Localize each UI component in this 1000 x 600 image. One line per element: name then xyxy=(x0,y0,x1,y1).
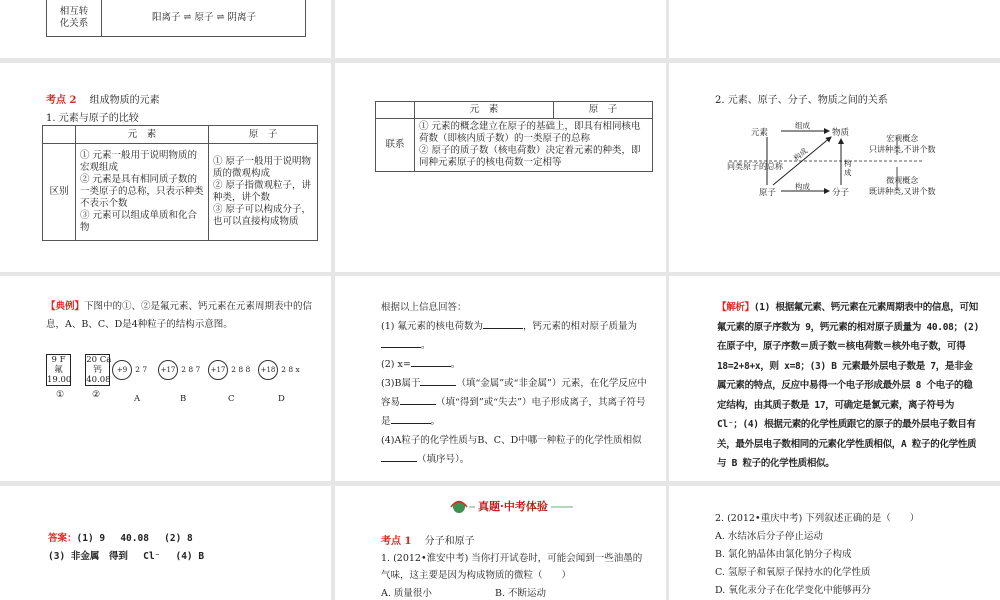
blank-6[interactable] xyxy=(391,423,431,424)
label-macro: 宏观概念 只讲种类,不讲个数 xyxy=(869,134,936,154)
label-diag: 构成 xyxy=(791,146,810,163)
label-element: 元素 xyxy=(751,128,769,138)
slide-example xyxy=(0,276,331,481)
option-D[interactable]: D. 氧化汞分子在化学变化中能够再分 xyxy=(715,585,871,596)
label-compose: 组成 xyxy=(795,121,810,130)
slide-2-blank xyxy=(335,0,666,58)
sub-title: 1. 元素与原子的比较 xyxy=(46,113,139,124)
label-same-atoms: 同类原子的总称 xyxy=(727,162,783,171)
blank-7[interactable] xyxy=(381,461,417,462)
slide-element-atom-compare xyxy=(0,63,331,272)
question-2-stem: 2. (2012•重庆中考) 下列叙述正确的是（ ） xyxy=(715,513,920,524)
question-2: (2) x= 。 xyxy=(381,359,461,370)
atom-A: +9 2 7 xyxy=(112,360,152,380)
question-1: 1. (2012•淮安中考) 当你打开试卷时，可能会闻到一些油墨的气味，这主要是因为构成物质的微粒（ ） xyxy=(381,553,643,581)
atom-C: +17 2 8 8 xyxy=(208,360,258,380)
element-column: ① 元素一般用于说明物质的宏观组成 ② 元素是具有相同质子数的一类原子的总称，只表示种类不表示个数 ③ 元素可以组成单质和化合物 xyxy=(76,144,209,241)
atom-B: +17 2 8 7 xyxy=(158,360,208,380)
label-constitute-bottom: 构成 xyxy=(795,182,810,191)
analysis-label: 【解析】 xyxy=(717,302,754,313)
slide-1 xyxy=(0,0,331,58)
slide-questions xyxy=(335,276,666,481)
questions xyxy=(381,298,653,469)
option-A[interactable]: A. 质量很小 xyxy=(381,588,432,599)
banner xyxy=(445,496,575,518)
kaodian-label: 考点 2 xyxy=(46,95,77,106)
tag-1: ① xyxy=(56,390,65,400)
kaodian-heading xyxy=(381,532,475,547)
header-element: 元 素 xyxy=(76,126,209,144)
relation-text: 阳离子 ⇌ 原子 ⇌ 阴离子 xyxy=(102,0,306,37)
kaodian-title: 组成物质的元素 xyxy=(89,95,160,106)
header-atom: 原 子 xyxy=(554,102,653,119)
analysis xyxy=(717,298,979,474)
atom-D-tag: D xyxy=(278,394,285,404)
slide-3-blank xyxy=(669,0,1000,58)
question-4: (4)A粒子的化学性质与B、C、D中哪一种粒子的化学性质相似（填序号）。 xyxy=(381,435,642,465)
option-B[interactable]: B. 不断运动 xyxy=(495,588,547,599)
relation-table xyxy=(46,0,306,37)
periodic-cells xyxy=(46,354,112,386)
concept-diagram xyxy=(669,63,1000,272)
compare-table xyxy=(42,125,318,241)
atom-A-tag: A xyxy=(134,394,141,404)
question-1: (1) 氟元素的核电荷数为 ，钙元素的相对原子质量为。 xyxy=(381,321,637,351)
example-body: 下图中的①、②是氟元素、钙元素在元素周期表中的信息，A、B、C、D是4种粒子的结构示意图。 xyxy=(46,301,313,330)
blank-3[interactable] xyxy=(411,366,451,367)
atom-B-tag: B xyxy=(180,394,187,404)
banner-text: 真题·中考体验 xyxy=(475,498,551,514)
blank-5[interactable] xyxy=(400,404,436,405)
diagram-title: 2. 元素、原子、分子、物质之间的关系 xyxy=(715,95,888,106)
atom-column: ① 原子一般用于说明物质的微观构成 ② 原子指微观粒子，讲种类，讲个数 ③ 原子可以构成分子，也可以直接构成物质 xyxy=(209,144,318,241)
example-text xyxy=(46,298,316,334)
row-label: 联系 xyxy=(376,119,415,172)
slide-question-2 xyxy=(669,486,1000,600)
cell-fluorine: 9 F 氟 19.00 xyxy=(47,355,72,385)
answer xyxy=(48,530,204,566)
answer-label: 答案： xyxy=(48,533,77,544)
relation-link-table xyxy=(375,101,653,172)
label-matter: 物质 xyxy=(832,128,850,138)
row-label: 相互转 化关系 xyxy=(47,0,102,37)
question-3: (3)B属于 （填“金属”或“非金属”）元素，在化学反应中容易 （填“得到”或“失去”）电子形成离子，其离子符号是 。 xyxy=(381,378,647,427)
question-2 xyxy=(715,510,919,600)
label-micro: 微观概念 既讲种类,又讲个数 xyxy=(869,176,936,196)
cell-calcium: 20 Ca 钙 40.08 xyxy=(86,355,112,385)
kaodian-label: 考点 1 xyxy=(381,536,412,547)
slide-answer xyxy=(0,486,331,600)
atom-C-tag: C xyxy=(228,394,235,404)
slide-exam xyxy=(335,486,666,600)
option-A[interactable]: A. 水结冰后分子停止运动 xyxy=(715,531,823,542)
label-molecule: 分子 xyxy=(832,188,850,198)
option-B[interactable]: B. 氯化钠晶体由氯化钠分子构成 xyxy=(715,549,852,560)
label-constitute-right: 构成 xyxy=(844,159,852,177)
intro: 根据以上信息回答： xyxy=(381,302,467,313)
tag-2: ② xyxy=(92,390,101,400)
slide-concept-diagram xyxy=(669,63,1000,272)
blank-1[interactable] xyxy=(483,328,523,329)
header-element: 元 素 xyxy=(415,102,554,119)
answer-line-2: (3) 非金属 得到 Cl⁻ (4) B xyxy=(48,551,205,562)
analysis-text: (1) 根据氟元素、钙元素在元素周期表中的信息，可知氟元素的原子序数为 9，钙元素的相对原子质量为 40.08；(2) 在原子中，原子序数＝质子数＝核电荷数＝核外电子数，可得 18=2+8+x，则 x=8；(3) B 元素最外层电子数是 7，是非金属元素的特点，反应中易得一个电子形成最外层 8 个电子的稳定结构，由其质子数是 17，可确定是氯元素，离子符号为 Cl⁻；(4) 根据元素的化学性质跟它的原子的最外层电子数目有关，最外层电子数相同的元素化学性质相似，A 粒子的化学性质与 B 粒子的化学性质相似。 xyxy=(717,302,980,469)
blank-4[interactable] xyxy=(420,385,456,386)
label-atom: 原子 xyxy=(759,188,777,198)
answer-line-1: (1) 9 40.08 (2) 8 xyxy=(76,533,193,544)
link-text: ① 元素的概念建立在原子的基础上，即具有相同核电荷数（即核内质子数）的一类原子的总称 ② 原子的质子数（核电荷数）决定着元素的种类，即同种元素原子的核电荷数一定相等 xyxy=(415,119,653,172)
example-label: 【典例】 xyxy=(46,301,85,312)
slide-relation-table xyxy=(335,63,666,272)
atom-D: +18 2 8 x xyxy=(258,360,310,380)
header-atom: 原 子 xyxy=(209,126,318,144)
slide-analysis xyxy=(669,276,1000,481)
kaodian-title: 分子和原子 xyxy=(424,536,475,547)
kaodian-heading xyxy=(46,91,160,106)
blank-2[interactable] xyxy=(381,347,421,348)
row-label: 区别 xyxy=(43,144,76,241)
option-C[interactable]: C. 氢原子和氧原子保持水的化学性质 xyxy=(715,567,871,578)
